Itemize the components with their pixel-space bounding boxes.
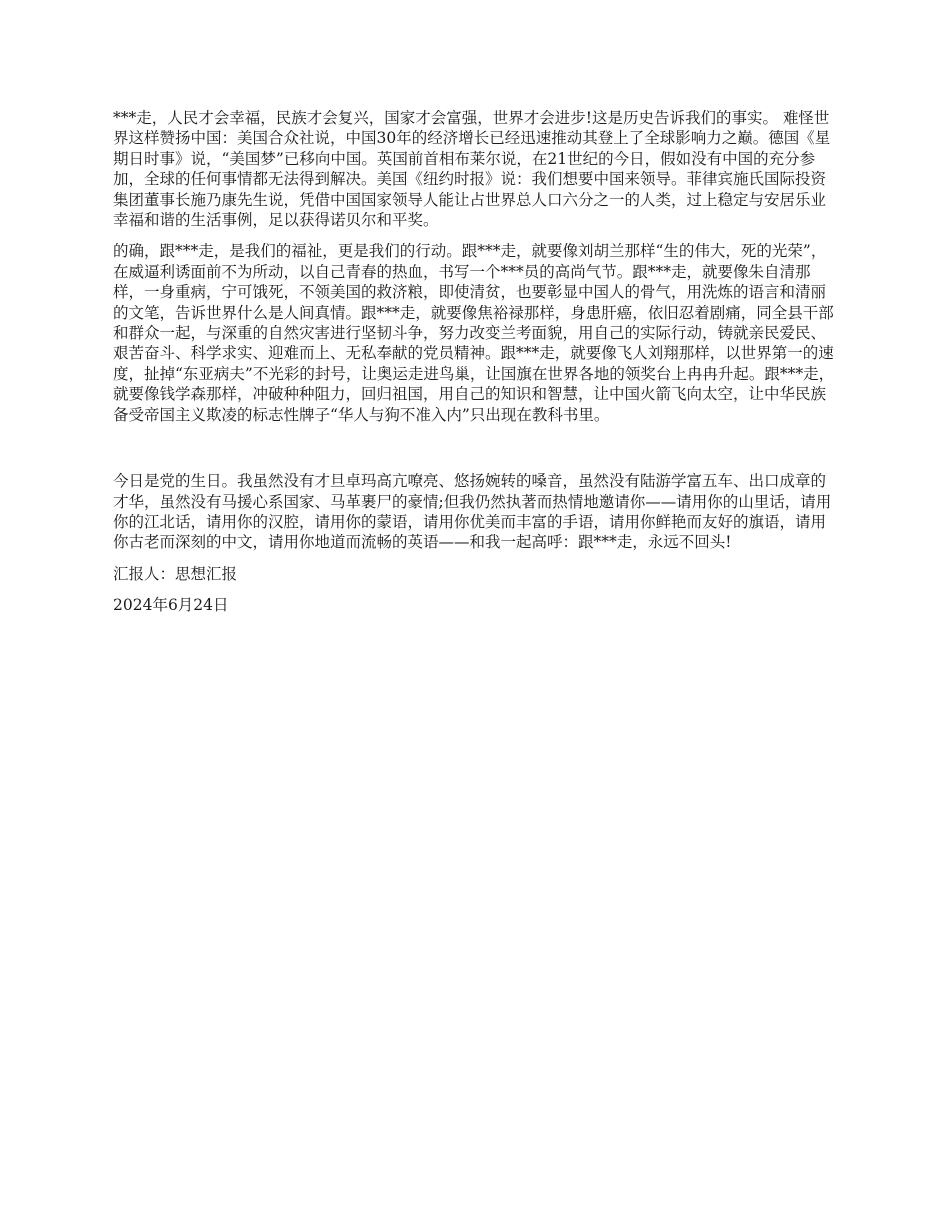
document-body bbox=[113, 108, 838, 616]
date-line: 2024年6月24日 bbox=[113, 596, 229, 615]
reporter-line: 汇报人：思想汇报 bbox=[113, 564, 238, 583]
paragraph-party-birthday: 今日是党的生日。我虽然没有才旦卓玛高亢嘹亮、悠扬婉转的嗓音，虽然没有陆游学富五车、出口成章的才华，虽然没有马援心系国家、马革裹尸的豪情;但我仍然执著而热情地邀请你——请用你的山里话，请用你的江北话，请用你的汉腔，请用你的蒙语，请用你优美而丰富的手语，请用你鲜艳而友好的旗语，请用你古老而深刻的中文，请用你地道而流畅的英语——和我一起高呼：跟***走，永远不回头! bbox=[113, 472, 832, 552]
paragraph-history: ***走，人民才会幸福，民族才会复兴，国家才会富强，世界才会进步!这是历史告诉我们的事实。 难怪世界这样赞扬中国：美国合众社说，中国30年的经济增长已经迅速推动其登上了全球影响力之巅。德国《星期日时事》说，“美国梦”已移向中国。英国前首相布莱尔说，在21世纪的今日，假如没有中国的充分参加，全球的任何事情都无法得到解决。美国《纽约时报》说：我们想要中国来领导。菲律宾施氏国际投资集团董事长施乃康先生说，凭借中国国家领导人能让占世界总人口六分之一的人类，过上稳定与安居乐业幸福和谐的生活事例，足以获得诺贝尔和平奖。 bbox=[113, 109, 831, 230]
paragraph-action: 的确，跟***走，是我们的福祉，更是我们的行动。跟***走，就要像刘胡兰那样“生的伟大，死的光荣”，在威逼利诱面前不为所动，以自己青春的热血，书写一个***员的高尚气节。跟***走，就要像朱自清那样，一身重病，宁可饿死，不领美国的救济粮，即使清贫，也要彰显中国人的骨气，用洗炼的语言和清丽的文笔，告诉世界什么是人间真情。跟***走，就要像焦裕禄那样，身患肝癌，依旧忍着剧痛，同全县干部和群众一起，与深重的自然灾害进行坚韧斗争，努力改变兰考面貌，用自己的实际行动，铸就亲民爱民、艰苦奋斗、科学求实、迎难而上、无私奉献的党员精神。跟***走，就要像飞人刘翔那样，以世界第一的速度，扯掉“东亚病夫”不光彩的封号，让奥运走进鸟巢，让国旗在世界各地的领奖台上冉冉升起。跟***走，就要像钱学森那样，冲破种种阻力，回归祖国，用自己的知识和智慧，让中国火箭飞向太空，让中华民族备受帝国主义欺凌的标志性牌子“华人与狗不准入内”只出现在教科书里。 bbox=[113, 242, 835, 424]
